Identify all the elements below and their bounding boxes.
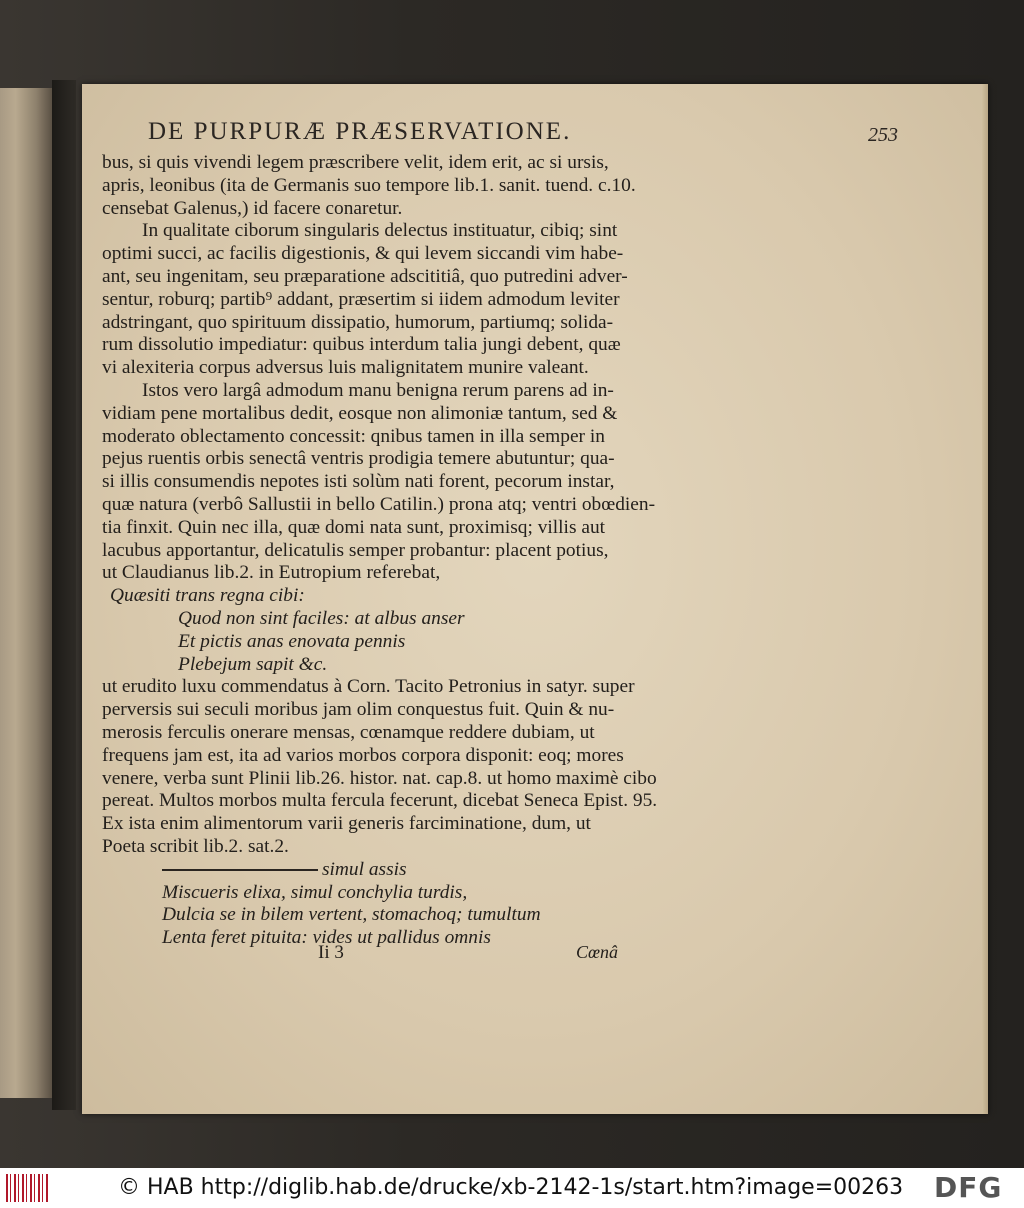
text-line: Ex ista enim alimentorum varii generis farciminatione, dum, ut xyxy=(102,813,591,835)
text-line: pereat. Multos morbos multa fercula fecerunt, dicebat Seneca Epist. 95. xyxy=(102,790,658,812)
text-line: optimi succi, ac facilis digestionis, & qui levem siccandi vim habe- xyxy=(102,243,624,265)
text-line: venere, verba sunt Plinii lib.26. histor. nat. cap.8. ut homo maximè cibo xyxy=(102,767,657,789)
text-line: Istos vero largâ admodum manu benigna rerum parens ad in- xyxy=(142,379,614,401)
text-line: In qualitate ciborum singularis delectus instituatur, cibiq; sint xyxy=(142,220,618,242)
barcode-icon xyxy=(6,1174,50,1202)
text-line: merosis ferculis onerare mensas, cœnamque reddere dubiam, ut xyxy=(102,721,595,743)
text-line: adstringant, quo spirituum dissipatio, humorum, partiumq; solida- xyxy=(102,311,614,333)
text-line: quæ natura (verbô Sallustii in bello Catilin.) prona atq; ventri obœdien- xyxy=(102,493,656,515)
dash-rule xyxy=(162,869,318,871)
verse-line xyxy=(102,859,942,882)
page-number: 253 xyxy=(868,124,898,146)
text-line: bus, si quis vivendi legem præscribere velit, idem erit, ac si ursis, xyxy=(102,152,609,173)
text-line: frequens jam est, ita ad varios morbos corpora disponit: eoq; mores xyxy=(102,744,624,766)
dfg-logo: DFG xyxy=(934,1171,1003,1204)
verse-line: Quod non sint faciles: at albus anser xyxy=(178,607,465,629)
signature-mark: Ii 3 xyxy=(318,942,344,963)
footer-bar xyxy=(0,1168,1024,1208)
gutter-shadow xyxy=(52,80,76,1110)
verse-line: Dulcia se in bilem vertent, stomachoq; tumultum xyxy=(162,904,541,926)
text-line: pejus ruentis orbis senectâ ventris prodigia temere abutuntur; qua- xyxy=(102,448,615,470)
text-line: vidiam pene mortalibus dedit, eosque non alimoniæ tantum, sed & xyxy=(102,402,618,424)
text-line: lacubus apportantur, delicatulis semper probantur: placent potius, xyxy=(102,539,609,561)
verse-line: Lenta feret pituita: vides ut pallidus omnis xyxy=(162,927,491,949)
text-line: ut Claudianus lib.2. in Eutropium referebat, xyxy=(102,562,441,584)
text-line: vi alexiteria corpus adversus luis malignitatem munire valeant. xyxy=(102,357,589,379)
text-line: moderato oblectamento concessit: qnibus tamen in illa semper in xyxy=(102,425,605,447)
text-line: perversis sui seculi moribus jam olim conquestus fuit. Quin & nu- xyxy=(102,699,615,721)
text-line: si illis consumendis nepotes isti solùm nati forent, pecorum instar, xyxy=(102,471,615,493)
page-edge xyxy=(982,84,988,1114)
text-line: ut erudito luxu commendatus à Corn. Tacito Petronius in satyr. super xyxy=(102,676,635,698)
verse-line: Miscueris elixa, simul conchylia turdis, xyxy=(162,881,468,903)
copyright-url[interactable]: © HAB http://diglib.hab.de/drucke/xb-2142-1s/start.htm?image=00263 xyxy=(118,1175,904,1200)
page-text xyxy=(102,152,942,950)
text-line: Poeta scribit lib.2. sat.2. xyxy=(102,835,289,857)
text-line: rum dissolutio impediatur: quibus interdum talia jungi debent, quæ xyxy=(102,334,621,356)
text-line: sentur, roburq; partib⁹ addant, præsertim si iidem admodum leviter xyxy=(102,288,620,310)
verse-line: Quæsiti trans regna cibi: xyxy=(110,585,305,607)
verse-line: Plebejum sapit &c. xyxy=(178,653,328,675)
catchword: Cœnâ xyxy=(576,942,619,962)
verse-fragment: simul assis xyxy=(322,858,407,880)
verse-line: Et pictis anas enovata pennis xyxy=(178,630,406,652)
text-line: apris, leonibus (ita de Germanis suo tempore lib.1. sanit. tuend. c.10. xyxy=(102,174,636,196)
book-page xyxy=(82,84,988,1114)
text-line: ant, seu ingenitam, seu præparatione adscititiâ, quo putredini adver- xyxy=(102,265,628,287)
text-line: tia finxit. Quin nec illa, quæ domi nata sunt, proximisq; villis aut xyxy=(102,516,606,538)
adjacent-page-edge xyxy=(0,88,52,1098)
running-title: DE PURPURÆ PRÆSERVATIONE. xyxy=(148,118,572,145)
text-line: censebat Galenus,) id facere conaretur. xyxy=(102,197,403,219)
